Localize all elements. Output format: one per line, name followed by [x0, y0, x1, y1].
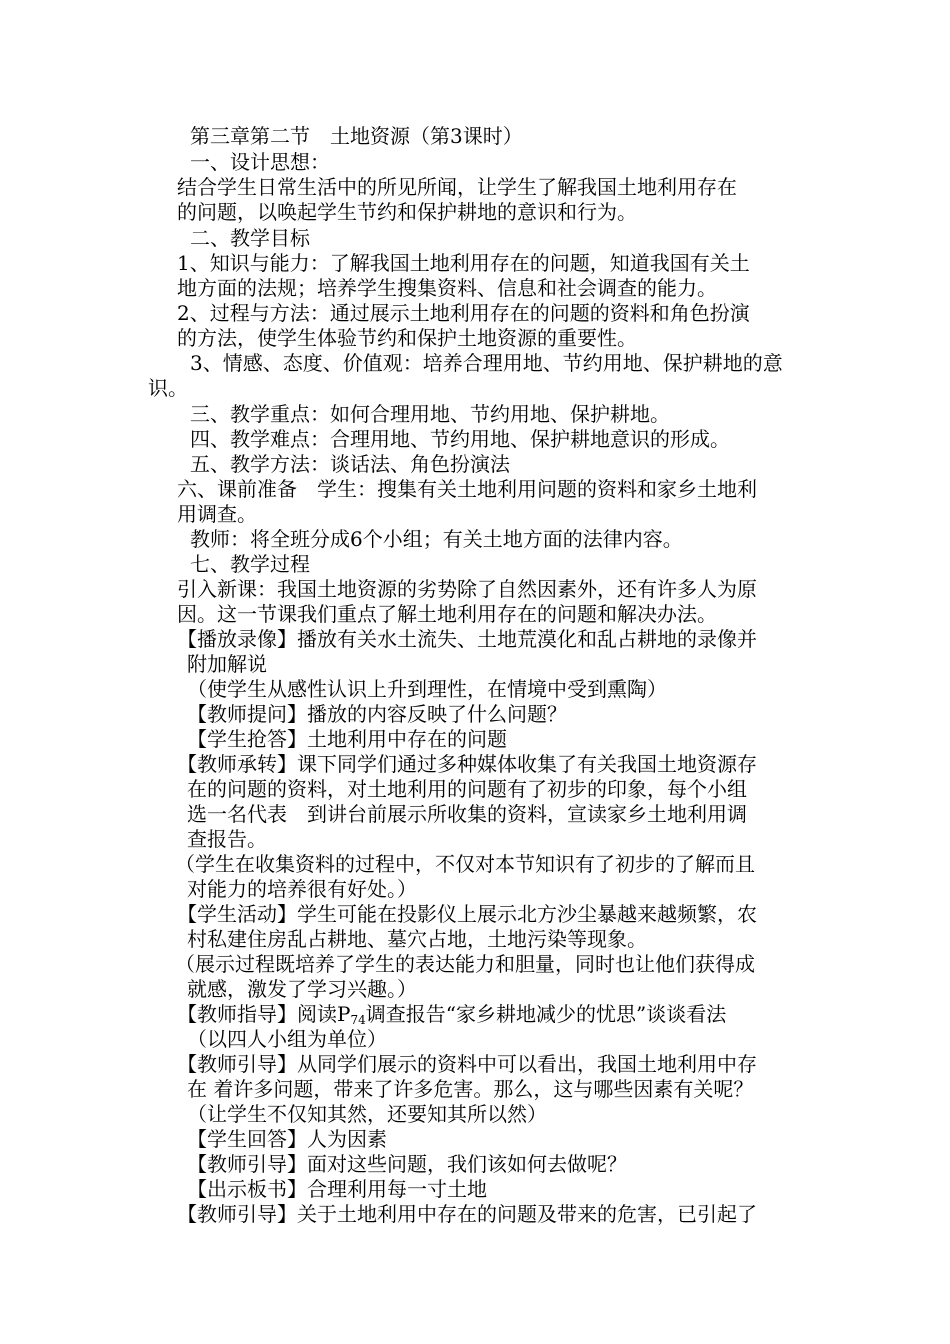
paragraph-line: （学生在收集资料的过程中，不仅对本节知识有了初步的了解而且	[175, 852, 755, 876]
paragraph-line: 在的问题的资料，对土地利用的问题有了初步的印象，每个小组	[187, 777, 747, 801]
paragraph-line: 对能力的培养很有好处。）	[187, 877, 417, 901]
paragraph-line: 识。	[148, 376, 188, 400]
paragraph-line: （展示过程既培养了学生的表达能力和胆量，同时也让他们获得成	[175, 952, 755, 976]
section-heading: 七、教学过程	[190, 552, 310, 576]
paragraph-line: 引入新课：我国土地资源的劣势除了自然因素外，还有许多人为原	[177, 577, 757, 601]
paragraph-line: 【教师引导】从同学们展示的资料中可以看出，我国土地利用中存	[177, 1052, 757, 1076]
paragraph-line: （以四人小组为单位）	[187, 1027, 387, 1051]
page-subscript: 74	[350, 1013, 366, 1027]
paragraph-line: 的问题，以唤起学生节约和保护耕地的意识和行为。	[177, 200, 637, 224]
doc-title: 第三章第二节 土地资源（第3课时）	[190, 124, 523, 148]
paragraph-line: 在 着许多问题，带来了许多危害。那么，这与哪些因素有关呢？	[187, 1077, 754, 1101]
paragraph-line: （让学生不仅知其然，还要知其所以然）	[187, 1102, 547, 1126]
paragraph-line: 【学生抢答】土地利用中存在的问题	[187, 727, 507, 751]
paragraph-line: 村私建住房乱占耕地、墓穴占地，土地污染等现象。	[187, 927, 647, 951]
paragraph-line: 【播放录像】播放有关水土流失、土地荒漠化和乱占耕地的录像并	[177, 627, 757, 651]
section-heading: 二、教学目标	[190, 226, 310, 250]
paragraph-line: 【教师引导】关于土地利用中存在的问题及带来的危害，已引起了	[177, 1202, 757, 1226]
paragraph-line: 【学生回答】人为因素	[187, 1127, 387, 1151]
paragraph-line: 【教师提问】播放的内容反映了什么问题？	[187, 702, 567, 726]
paragraph-line: 选一名代表 到讲台前展示所收集的资料，宣读家乡土地利用调	[187, 802, 747, 826]
paragraph-line: 结合学生日常生活中的所见所闻，让学生了解我国土地利用存在	[177, 175, 737, 199]
paragraph-line: 因。这一节课我们重点了解土地利用存在的问题和解决办法。	[177, 602, 717, 626]
guide-text-pre: 【教师指导】阅读P	[177, 1002, 351, 1026]
paragraph-line: 3、情感、态度、价值观：培养合理用地、节约用地、保护耕地的意	[190, 351, 783, 375]
paragraph-line: 1、知识与能力：了解我国土地利用存在的问题，知道我国有关土	[177, 251, 750, 275]
paragraph-line: 【出示板书】合理利用每一寸土地	[187, 1177, 487, 1201]
paragraph-line: （使学生从感性认识上升到理性，在情境中受到熏陶）	[187, 677, 667, 701]
guide-text-post: 调查报告“家乡耕地减少的忧思”谈谈看法	[365, 1002, 727, 1026]
section-heading: 一、设计思想：	[190, 150, 330, 174]
paragraph-line: 六、课前准备 学生：搜集有关土地利用问题的资料和家乡土地利	[177, 477, 757, 501]
paragraph-line: 查报告。	[187, 827, 267, 851]
paragraph-line: 【教师引导】面对这些问题，我们该如何去做呢？	[187, 1152, 627, 1176]
paragraph-line: 就感，激发了学习兴趣。）	[187, 977, 417, 1001]
paragraph-line: 地方面的法规；培养学生搜集资料、信息和社会调查的能力。	[177, 276, 717, 300]
section-heading: 五、教学方法：谈话法、角色扮演法	[190, 452, 510, 476]
section-heading: 三、教学重点：如何合理用地、节约用地、保护耕地。	[190, 402, 670, 426]
section-heading: 四、教学难点：合理用地、节约用地、保护耕地意识的形成。	[190, 427, 730, 451]
paragraph-line: 用调查。	[177, 502, 257, 526]
paragraph-line: 教师：将全班分成6个小组；有关土地方面的法律内容。	[190, 527, 683, 551]
paragraph-line: 【教师承转】课下同学们通过多种媒体收集了有关我国土地资源存	[177, 752, 757, 776]
paragraph-line: 附加解说	[187, 652, 267, 676]
paragraph-line: 2、过程与方法：通过展示土地利用存在的问题的资料和角色扮演	[177, 301, 750, 325]
paragraph-line: 【学生活动】学生可能在投影仪上展示北方沙尘暴越来越频繁，农	[177, 902, 757, 926]
paragraph-line: 的方法，使学生体验节约和保护土地资源的重要性。	[177, 326, 637, 350]
